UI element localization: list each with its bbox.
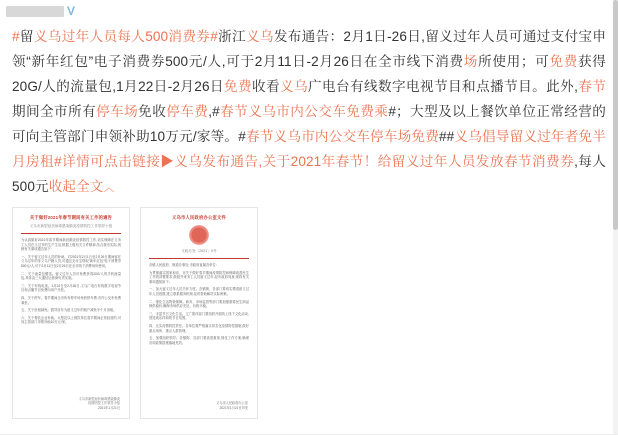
post-text-run: ## — [439, 129, 455, 144]
document-thumb-1[interactable] — [12, 207, 130, 419]
vertical-scrollbar[interactable] — [613, 0, 618, 435]
app-header — [0, 0, 618, 20]
post-text-run: 发布通告：2月1日-26日,留义过年人员可通过支付宝申领“新年红包”电子消费券500元/人,可于2月11日-2月26日在全市线下消费 — [12, 29, 607, 69]
document-paragraph: 四、压实疫情防控责任。各单位要严格落实常态化疫情防控措施,做好重点场所、重点人群管理。 — [149, 323, 249, 333]
post-link-run[interactable]: 详情可点击链接▶ — [61, 154, 175, 169]
document-paragraph: 五、关于房租减免。倡导房东为留义过年的租户减免半个月房租。 — [21, 308, 117, 313]
document-subtitle: 义乌市新型冠状病毒感染肺炎疫情防控工作领导小组 — [29, 224, 113, 228]
post-highlight-run[interactable]: 春节 — [577, 79, 606, 94]
document-paragraph: 三、丰富节日文化生活。文广旅体部门要组织开展线上线下文化活动,营造欢乐祥和的节日氛围。 — [149, 311, 249, 321]
document-thumb-2[interactable] — [140, 207, 258, 419]
post-text-run: 留 — [19, 29, 34, 44]
post-text-run: 广电台有线数字电视节目和点播节目。此外, — [308, 79, 578, 94]
document-paragraph: 二、关于流量包赠送。留义过年人员可免费获得20G/人的手机流量包,具体由三大通信运营商负责实施。 — [21, 271, 121, 281]
post-highlight-run[interactable]: 春节义乌市内公交车免费乘 — [219, 104, 389, 119]
document-body — [149, 263, 249, 345]
post-highlight-run[interactable]: 停车场 — [96, 104, 139, 119]
post-text-run: 所使用；可 — [478, 54, 550, 69]
document-body — [21, 238, 121, 325]
document-rule — [149, 258, 249, 259]
document-footer-line: 疫情防控工作领导小组 — [88, 401, 120, 406]
collapse-label: 收起全文 — [48, 179, 104, 194]
post-highlight-run[interactable]: 过年人员每人500消费券# — [61, 29, 218, 44]
post-highlight-run[interactable]: 义乌倡导留义过年者免半月房租# — [12, 129, 606, 169]
document-paragraph: 一、加大留义过年人员关怀力度。各镇街、各部门要切实摸清留义过年人员底数,建立联系服务机制,及时帮助解决实际困难。 — [149, 287, 249, 296]
document-footer-line: 义乌市新型冠状病毒感染肺炎 — [78, 396, 120, 401]
document-paragraph: 为认真做好2021年春节期间新冠肺炎疫情防控工作,切实保障在义务工人员在义过节的生产生活,根据上级有关文件精神,结合我市实际,现就有关事项通告如下: — [21, 238, 121, 252]
document-rule — [21, 233, 121, 234]
post-highlight-run[interactable]: 免费 — [223, 79, 252, 94]
post-text-run: 收看 — [251, 79, 280, 94]
post-highlight-run[interactable]: 春节义乌市内公交车停车场免费 — [245, 129, 439, 144]
post-highlight-run[interactable]: 场 — [463, 54, 479, 69]
document-footer — [79, 397, 120, 410]
post-text-runs — [12, 29, 606, 194]
post-body — [0, 20, 618, 201]
document-paragraph: 五、加强组织领导。各镇街、各部门要高度重视,细化工作方案,确保各项政策措施落地见效。 — [149, 336, 249, 345]
attached-documents — [0, 207, 618, 419]
document-footer — [216, 401, 248, 410]
post-highlight-run[interactable]: 停车费 — [166, 104, 209, 119]
post-text-run: 浙江 — [217, 29, 246, 44]
post-text-run: 获得20G/人的流量包,1月22日-2月26日 — [12, 54, 606, 94]
post-text-run: 免收 — [138, 104, 167, 119]
document-paragraph: 四、关于停车。春节期间全市所有停车场免收停车费,市内公交车免费乘坐。 — [21, 295, 121, 305]
document-paragraph: 为贯彻落实国家和省、市关于做好春节期间疫情防控和保障改善民生工作的部署要求,鼓励外来务工人员留义过年,经市政府同意,现将有关事项通知如下: — [149, 270, 249, 284]
document-footer-line: 义乌市人民政府办公室 — [216, 401, 248, 406]
weibo-logo — [6, 6, 64, 17]
collapse-toggle[interactable] — [49, 179, 115, 194]
document-paragraph: 一、关于留义过年人员的补助。对2021年2月1日至2月26日期间留在义乌过年的非义乌户籍人员,可通过支付宝领取“新年红包”电子消费券500元/人,可于2月11日至2月26日在全市线下消费场所使用。 — [21, 254, 121, 268]
post-highlight-run[interactable]: 义乌 — [33, 29, 62, 44]
document-title: 关于做好2021年春节期间有关工作的通告 — [29, 215, 113, 220]
document-footer-line: 2021年1月21日印发 — [219, 405, 248, 410]
post-text-run: 期间全市所有 — [12, 104, 97, 119]
post-text-run: ,每人500元 — [12, 154, 606, 194]
post-highlight-run[interactable]: 免费 — [549, 54, 579, 69]
document-title: 义乌市人民政府办公室文件 — [172, 215, 226, 220]
post-text-run: #；大型及以上餐饮单位正常经营的可向主管部门申领补助10万元/家等。# — [12, 104, 606, 144]
scrollbar-thumb[interactable] — [613, 0, 618, 230]
post-highlight-run[interactable]: # — [12, 29, 20, 44]
national-emblem-icon — [188, 224, 210, 246]
document-paragraph: 二、强化生活物资保障。商务、市场监管等部门要加强重要民生商品保供稳价,确保市场供应充足、价格平稳。 — [149, 299, 249, 309]
post-highlight-run[interactable]: 义乌发布通告,关于2021年春节！给留义过年人员发放春节消费券 — [174, 154, 575, 169]
chevron-up-icon: ︿ — [103, 182, 115, 194]
post-highlight-run[interactable]: 义乌 — [245, 29, 274, 44]
weibo-v-icon: V — [67, 4, 76, 18]
post-text-run: ,# — [208, 104, 220, 119]
document-paragraph: 三、关于有线电视。1月22日至2月26日,义乌广电台有线数字电视节目和点播节目免费向用户开放。 — [21, 283, 121, 293]
document-subtitle: 义政办发〔2021〕X号 — [181, 249, 217, 253]
document-paragraph: 六、关于餐饮企业补助。大型及以上餐饮单位春节期间正常经营的,可向主管部门申领补助10万元/家。 — [21, 315, 121, 325]
document-paragraph: 各镇人民政府、街道办事处,市政府直属各单位: — [149, 263, 217, 267]
document-footer-line: 2021年1月21日 — [98, 405, 120, 410]
post-highlight-run[interactable]: 义乌 — [279, 79, 308, 94]
